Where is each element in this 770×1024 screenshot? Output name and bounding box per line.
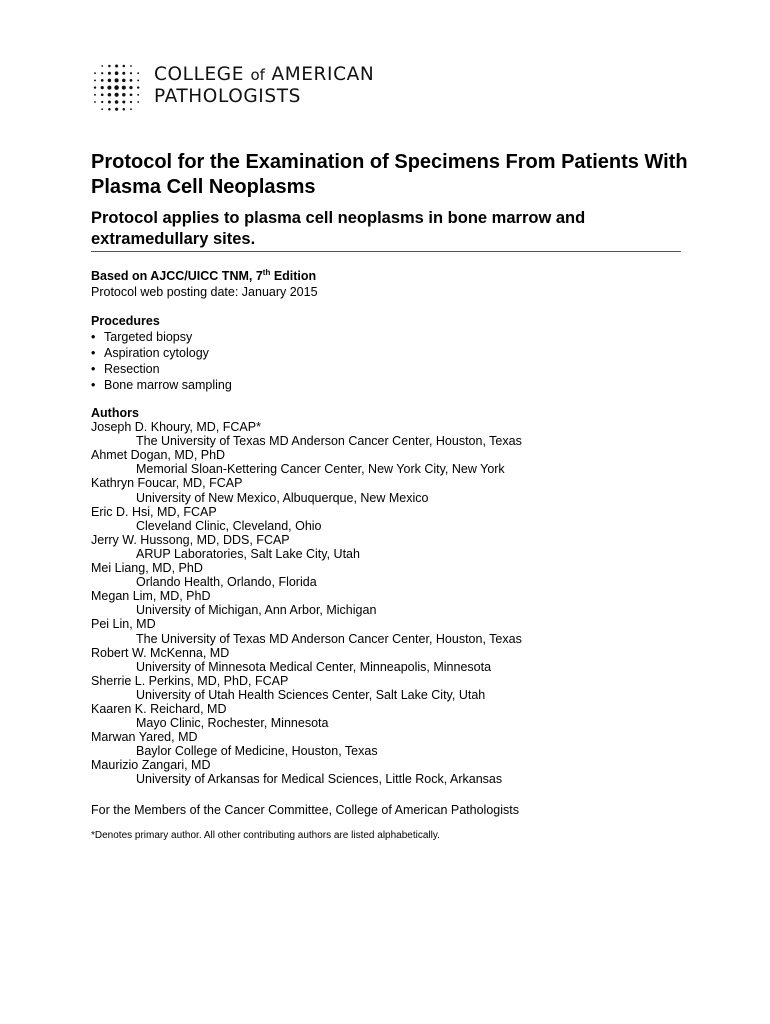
logo-dot [115,71,119,75]
logo-dot [123,65,126,68]
author-affiliation: Orlando Health, Orlando, Florida [136,575,317,590]
logo-dot [101,108,103,110]
logo-dot [114,85,119,90]
primary-author-footnote: *Denotes primary author. All other contributing authors are listed alphabetically. [91,830,440,841]
author-name: Eric D. Hsi, MD, FCAP [91,504,217,519]
logo-dot [101,72,103,74]
author-name: Marwan Yared, MD [91,730,198,745]
logo-dot [137,79,139,81]
protocol-basis [91,268,318,300]
author-name: Megan Lim, MD, PhD [91,589,211,604]
logo-dot [137,86,139,88]
logo-dot [137,94,139,96]
procedure-item: • Targeted biopsy [91,329,232,345]
logo-dot [115,78,119,82]
author-name: Kaaren K. Reichard, MD [91,701,227,716]
author-affiliation: Mayo Clinic, Rochester, Minnesota [136,716,329,731]
logo-line-1-a: COLLEGE [154,64,251,85]
logo-line-1 [154,64,374,86]
procedures-list [91,329,232,393]
author-name: Mei Liang, MD, PhD [91,561,203,576]
author-name: Kathryn Foucar, MD, FCAP [91,476,243,491]
logo-dot [108,79,112,83]
author-name: Robert W. McKenna, MD [91,645,230,660]
procedures-section [91,313,232,393]
author-name: Maurizio Zangari, MD [91,758,211,773]
logo-dot [107,86,111,90]
edition-line [91,268,318,284]
logo-dot [115,93,119,97]
logo-dot [130,101,132,103]
logo-dot [94,72,96,74]
logo-dot [94,101,96,103]
logo-dot [108,72,111,75]
logo-dot [94,79,96,81]
edition-sup: th [262,267,271,277]
logo-dot [108,93,112,97]
author-affiliation: Cleveland Clinic, Cleveland, Ohio [136,518,322,533]
logo-dot [130,108,132,110]
logo-wordmark [154,64,374,108]
author-affiliation: The University of Texas MD Anderson Cancer Center, Houston, Texas [136,631,522,646]
logo-dot [130,65,132,67]
procedure-item: • Aspiration cytology [91,345,232,361]
logo-dot [122,101,125,104]
logo-dot [130,93,133,96]
author-affiliation: Baylor College of Medicine, Houston, Texas [136,744,378,759]
author-name: Joseph D. Khoury, MD, FCAP* [91,420,261,435]
cap-dot-logo-icon [90,61,146,117]
logo-dot [101,101,103,103]
author-affiliation: ARUP Laboratories, Salt Lake City, Utah [136,546,360,561]
authors-heading: Authors [91,406,139,420]
procedure-item: • Resection [91,361,232,377]
author-affiliation: University of Minnesota Medical Center, Minneapolis, Minnesota [136,659,492,674]
logo-dot [108,101,111,104]
author-name: Pei Lin, MD [91,617,156,632]
logo-line-1-of: of [250,66,265,84]
logo-dot [115,108,118,111]
document-title: Protocol for the Examination of Specimens From Patients With Plasma Cell Neoplasms [91,151,688,198]
logo-dot [115,100,119,104]
logo-dot [122,86,126,90]
logo-dot [123,108,126,111]
logo-line-1-b: AMERICAN [264,64,375,85]
logo-dot [101,93,104,96]
procedure-item: • Bone marrow sampling [91,377,232,393]
logo-dot [94,86,96,88]
logo-dot [130,72,132,74]
author-name: Sherrie L. Perkins, MD, PhD, FCAP [91,673,289,688]
logo-dot [108,65,111,68]
author-affiliation: University of Arkansas for Medical Sciences, Little Rock, Arkansas [136,772,503,787]
author-affiliation: The University of Texas MD Anderson Cancer Center, Houston, Texas [136,434,522,449]
logo-dot [94,94,96,96]
logo-dot [137,101,139,103]
posting-date: Protocol web posting date: January 2015 [91,285,318,299]
edition-label: Based on AJCC/UICC TNM, 7 [91,269,263,283]
logo-dot [101,79,104,82]
logo-dot [137,72,139,74]
authors-section [91,406,522,787]
logo-dot [101,86,104,89]
logo-dot [122,93,126,97]
logo-dot [108,108,111,111]
author-affiliation: Memorial Sloan-Kettering Cancer Center, New York City, New York [136,462,505,477]
author-name: Ahmet Dogan, MD, PhD [91,448,226,463]
logo-line-2: PATHOLOGISTS [154,86,301,107]
procedures-heading: Procedures [91,314,160,328]
logo-dot [101,65,103,67]
logo-dot [122,79,126,83]
committee-note: For the Members of the Cancer Committee, College of American Pathologists [91,803,519,817]
author-affiliation: University of New Mexico, Albuquerque, New Mexico [136,490,429,505]
author-affiliation: University of Michigan, Ann Arbor, Michigan [136,603,377,618]
logo-dot [129,86,132,89]
logo-dot [130,79,133,82]
cap-logo [90,61,390,116]
document-subtitle: Protocol applies to plasma cell neoplasms in bone marrow and extramedullary sites. [91,208,681,252]
edition-label-end: Edition [270,269,317,283]
logo-dot [122,72,125,75]
authors-list [91,420,522,786]
logo-dot [115,64,118,67]
author-name: Jerry W. Hussong, MD, DDS, FCAP [91,532,290,547]
author-affiliation: University of Utah Health Sciences Center, Salt Lake City, Utah [136,687,486,702]
